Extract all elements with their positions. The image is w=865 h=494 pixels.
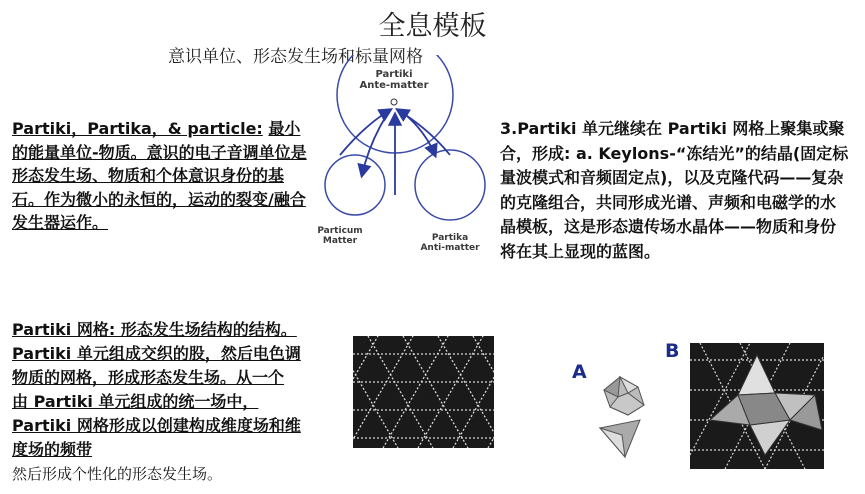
page-title: 全息模板 — [378, 11, 487, 42]
partiki-diagram — [310, 55, 500, 255]
grid-text-tail: 然后形成个性化的形态发生场。 — [12, 465, 223, 483]
left-circle-label: Particum Matter — [317, 226, 363, 246]
partiki-definition-heading: Partiki，Partika，& particle: — [12, 119, 263, 138]
partiki-definition-body: 最小的能量单位-物质。意识的电子音调单位是形态发生场、物质和个体意识身份的基石。作为微小的永恒的，运动的裂变/融合发生器运作。 — [12, 119, 307, 232]
crystal-label-b: B — [665, 340, 680, 362]
grid-text-line: 由 Partiki 单元组成的统一场中， — [12, 392, 259, 411]
grid-text-line: 度场的频带 — [12, 440, 93, 459]
matter-circle — [325, 155, 385, 215]
crystal-illustration — [560, 335, 850, 480]
partiki-grid-text — [12, 318, 352, 486]
grid-text-line: 物质的网格，形成形态发生场。从一个 — [12, 368, 285, 387]
tetrahedron-a — [600, 420, 640, 457]
page-subtitle: 意识单位、形态发生场和标量网格 — [168, 47, 423, 67]
crystal-label-a: A — [572, 361, 587, 383]
partiki-aggregation-text: 3.Partiki 单元继续在 Partiki 网格上聚集或聚合，形成: a. Keylons-“冻结光”的结晶(固定标量波模式和音频固定点)，以及克隆代码——复杂的克隆组合，共同形成光谱、声频和电磁学的水晶模板，这是形态遗传场水晶体——物质和身份将在其上显现的蓝图。 — [500, 119, 849, 261]
anti-matter-circle — [415, 150, 485, 220]
grid-text-line: Partiki 单元组成交织的股，然后电色调 — [12, 344, 301, 363]
top-circle-label: Partiki Ante-matter — [359, 69, 429, 91]
polyhedron-a — [604, 377, 644, 415]
partiki-definition — [12, 117, 312, 235]
partiki-point — [391, 99, 397, 105]
partiki-grid-image — [353, 336, 494, 448]
grid-text-line: Partiki 网格: 形态发生场结构的结构。 — [12, 320, 297, 339]
right-circle-label: Partika Anti-matter — [420, 233, 480, 253]
grid-text-line: Partiki 网格形成以创建构成维度场和维 — [12, 416, 301, 435]
